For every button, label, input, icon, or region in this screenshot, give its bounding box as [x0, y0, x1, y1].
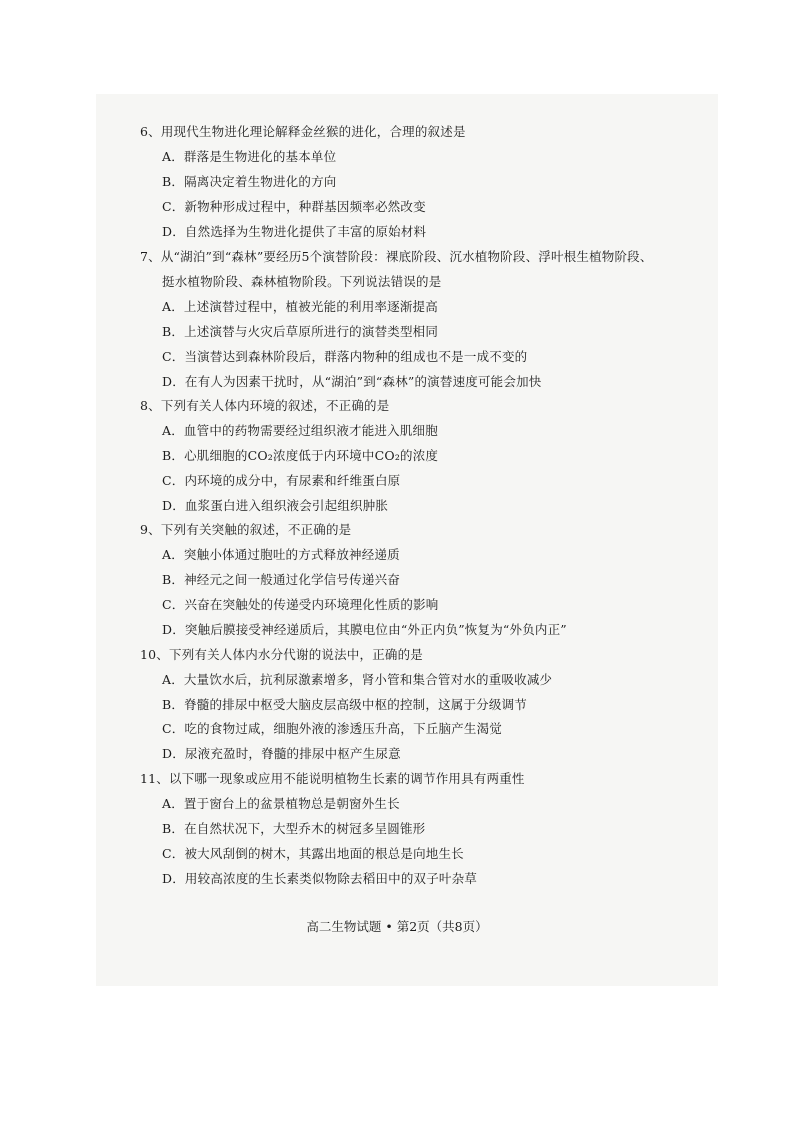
question-7-option-c: C．当演替达到森林阶段后，群落内物种的组成也不是一成不变的: [162, 349, 528, 364]
question-8-option-b: B．心肌细胞的CO₂浓度低于内环境中CO₂的浓度: [162, 448, 439, 463]
question-6-option-a: A．群落是生物进化的基本单位: [162, 149, 337, 164]
question-8-stem: 8、下列有关人体内环境的叙述，不正确的是: [140, 398, 390, 413]
question-7-stem-continued: 挺水植物阶段、森林植物阶段。下列说法错误的是: [162, 274, 442, 289]
question-8-option-a: A．血管中的药物需要经过组织液才能进入肌细胞: [162, 423, 438, 438]
question-9-option-a: A．突触小体通过胞吐的方式释放神经递质: [162, 547, 400, 562]
question-9-stem: 9、下列有关突触的叙述，不正确的是: [140, 522, 352, 537]
question-9-option-b: B．神经元之间一般通过化学信号传递兴奋: [162, 572, 400, 587]
question-9-option-d: D．突触后膜接受神经递质后，其膜电位由“外正内负”恢复为“外负内正”: [162, 622, 567, 637]
question-6-stem: 6、用现代生物进化理论解释金丝猴的进化，合理的叙述是: [140, 124, 466, 139]
question-6-option-c: C．新物种形成过程中，种群基因频率必然改变: [162, 199, 426, 214]
question-8-option-c: C．内环境的成分中，有尿素和纤维蛋白原: [162, 473, 401, 488]
question-6-option-b: B．隔离决定着生物进化的方向: [162, 174, 337, 189]
question-11-option-a: A．置于窗台上的盆景植物总是朝窗外生长: [162, 796, 400, 811]
page-footer: 高二生物试题 • 第2页（共8页）: [306, 919, 488, 934]
question-7-option-d: D．在有人为因素干扰时，从“湖泊”到“森林”的演替速度可能会加快: [162, 374, 542, 389]
question-10-option-c: C．吃的食物过咸，细胞外液的渗透压升高，下丘脑产生渴觉: [162, 721, 502, 736]
question-8-option-d: D．血浆蛋白进入组织液会引起组织肿胀: [162, 498, 389, 513]
question-7-stem: 7、从“湖泊”到“森林”要经历5个演替阶段：裸底阶段、沉水植物阶段、浮叶根生植物阶段、: [140, 249, 653, 264]
question-7-option-b: B．上述演替与火灾后草原所进行的演替类型相同: [162, 324, 439, 339]
question-11-option-c: C．被大风刮倒的树木，其露出地面的根总是向地生长: [162, 846, 464, 861]
question-9-option-c: C．兴奋在突触处的传递受内环境理化性质的影响: [162, 597, 439, 612]
question-10-option-d: D．尿液充盈时，脊髓的排尿中枢产生尿意: [162, 746, 401, 761]
question-7-option-a: A．上述演替过程中，植被光能的利用率逐渐提高: [162, 299, 438, 314]
question-10-stem: 10、下列有关人体内水分代谢的说法中，正确的是: [140, 647, 424, 662]
question-10-option-b: B．脊髓的排尿中枢受大脑皮层高级中枢的控制，这属于分级调节: [162, 697, 527, 712]
question-10-option-a: A．大量饮水后，抗利尿激素增多，肾小管和集合管对水的重吸收减少: [162, 672, 553, 687]
question-11-option-d: D．用较高浓度的生长素类似物除去稻田中的双子叶杂草: [162, 871, 478, 886]
question-6-option-d: D．自然选择为生物进化提供了丰富的原始材料: [162, 224, 427, 239]
question-11-option-b: B．在自然状况下，大型乔木的树冠多呈圆锥形: [162, 821, 426, 836]
question-11-stem: 11、以下哪一现象或应用不能说明植物生长素的调节作用具有两重性: [140, 771, 525, 786]
